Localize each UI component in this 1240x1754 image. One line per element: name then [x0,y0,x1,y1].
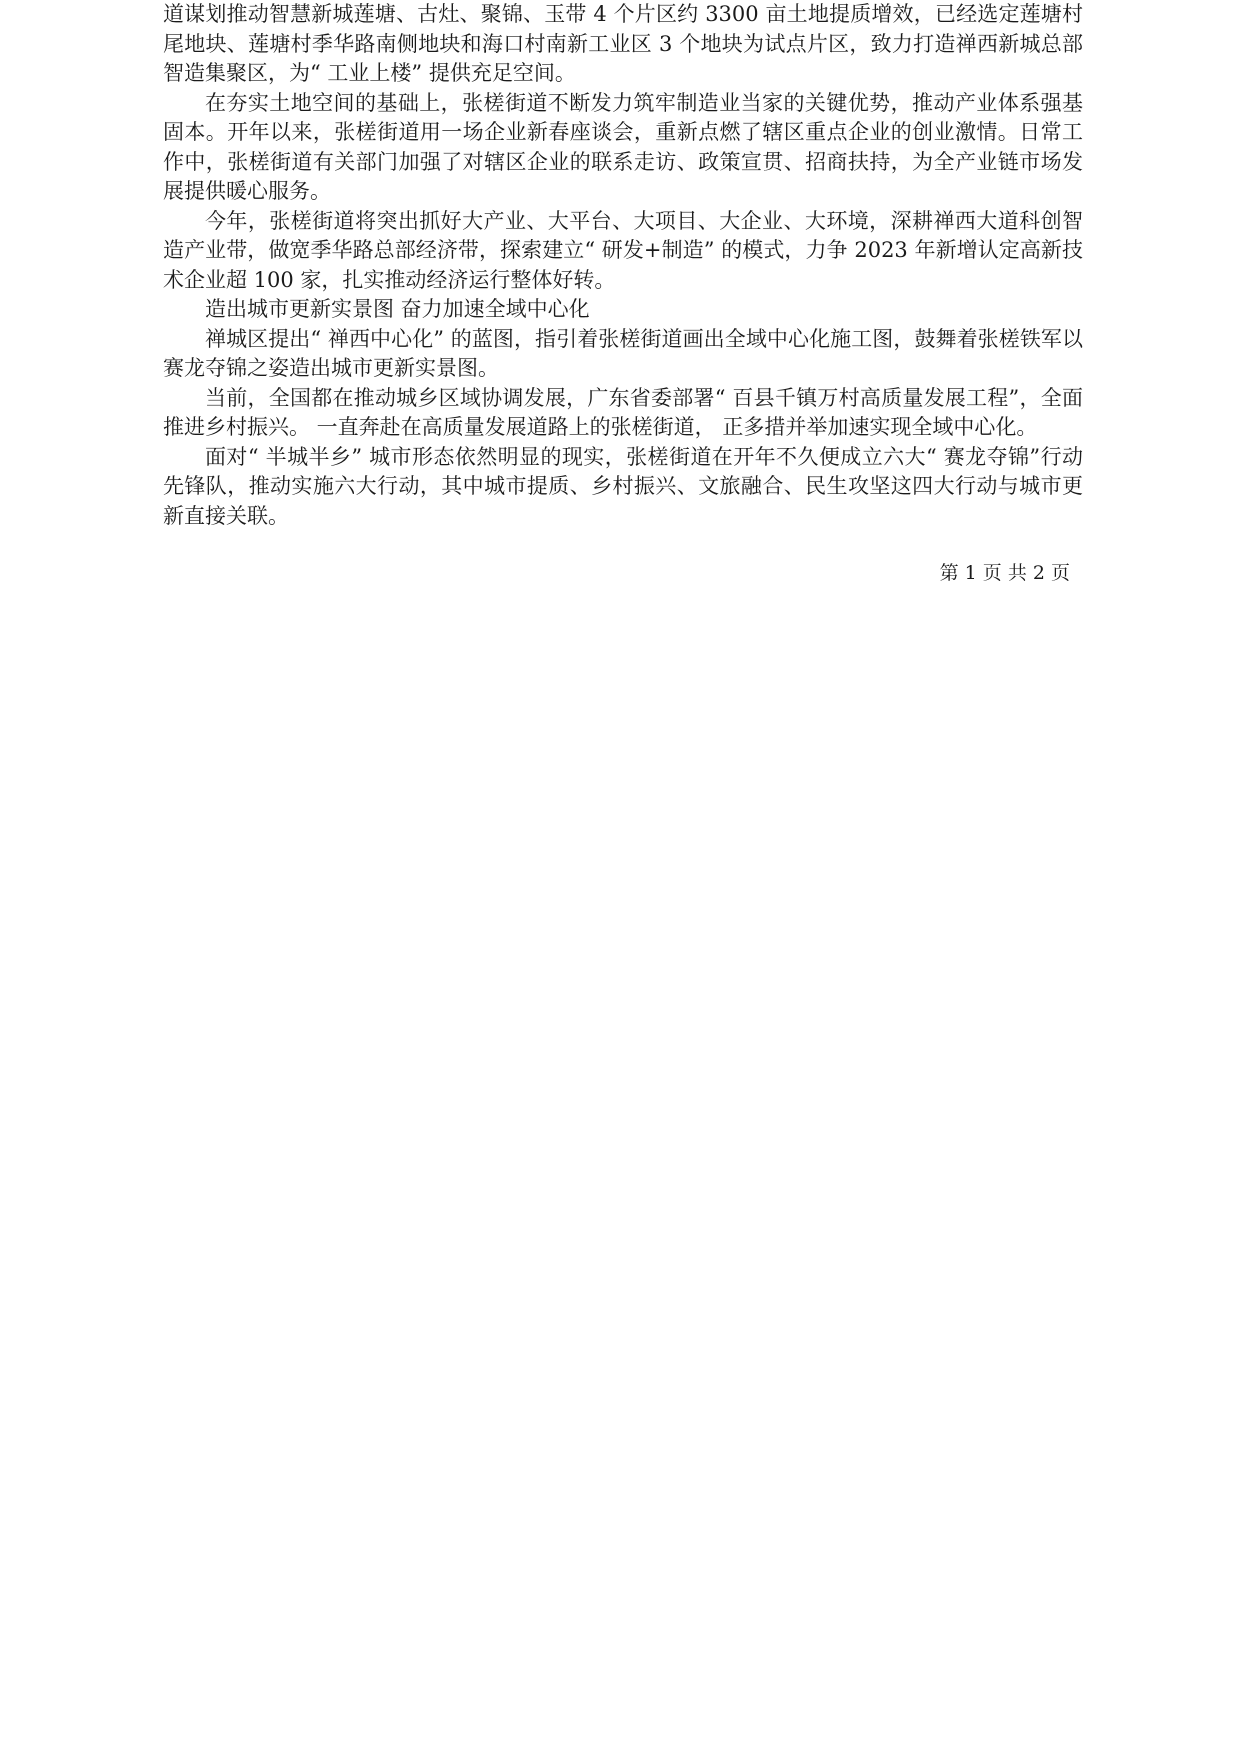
section-heading: 造出城市更新实景图 奋力加速全域中心化 [205,297,590,321]
paragraph-half-city: 面对“ 半城半乡” 城市形态依然明显的现实，张槎街道在开年不久便成立六大“ 赛龙夺锦”行动先锋队，推动实施六大行动，其中城市提质、乡村振兴、文旅融合、民生攻坚这四大行动与城市更新直接关联。 [163,444,1083,528]
paragraph-this-year: 今年，张槎街道将突出抓好大产业、大平台、大项目、大企业、大环境，深耕禅西大道科创智造产业带，做宽季华路总部经济带，探索建立“ 研发+制造” 的模式，力争 2023 年新增认定高新技术企业超 100 家，扎实推动经济运行整体好转。 [163,208,1083,292]
document-body [163,0,1083,531]
paragraph-current-situation: 当前，全国都在推动城乡区域协调发展，广东省委部署“ 百县千镇万村高质量发展工程”，全面推进乡村振兴。 一直奔赴在高质量发展道路上的张槎街道， 正多措并举加速实现全域中心化。 [163,385,1083,439]
paragraph-chancheng-blueprint: 禅城区提出“ 禅西中心化” 的蓝图，指引着张槎街道画出全域中心化施工图，鼓舞着张槎铁军以赛龙夺锦之姿造出城市更新实景图。 [163,326,1083,380]
page-number-footer: 第 1 页 共 2 页 [939,562,1070,584]
paragraph-land-space: 在夯实土地空间的基础上，张槎街道不断发力筑牢制造业当家的关键优势，推动产业体系强基固本。开年以来，张槎街道用一场企业新春座谈会，重新点燃了辖区重点企业的创业激情。日常工作中，张槎街道有关部门加强了对辖区企业的联系走访、政策宣贯、招商扶持，为全产业链市场发展提供暖心服务。 [163,90,1083,203]
paragraph-continued: 道谋划推动智慧新城莲塘、古灶、聚锦、玉带 4 个片区约 3300 亩土地提质增效，已经选定莲塘村尾地块、莲塘村季华路南侧地块和海口村南新工业区 3 个地块为试点片区，致力打造禅西新城总部智造集聚区，为“ 工业上楼” 提供充足空间。 [163,2,1083,85]
